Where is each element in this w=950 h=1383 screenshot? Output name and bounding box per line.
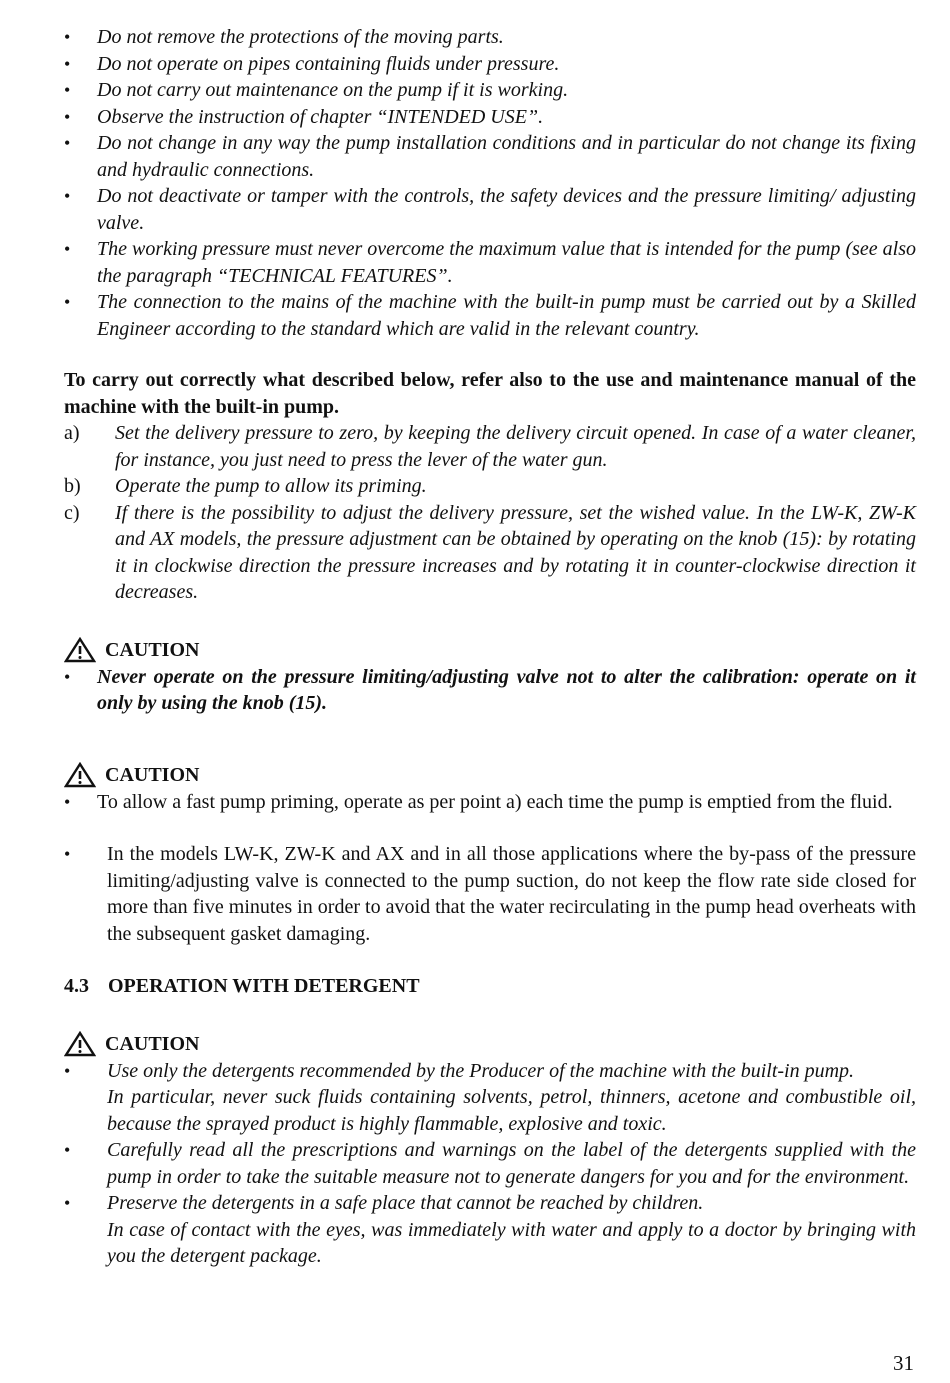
caution-label: CAUTION xyxy=(105,1032,200,1055)
step-item xyxy=(64,500,916,606)
list-item-text: Use only the detergents recommended by the Producer of the machine with the built-in pump. xyxy=(107,1059,855,1082)
bullet-dot-icon: • xyxy=(64,80,71,100)
caution-label: CAUTION xyxy=(105,638,200,661)
bullet-dot-icon: • xyxy=(64,1193,71,1213)
bullet-dot-icon: • xyxy=(64,1060,71,1081)
bullet-dot-icon: • xyxy=(64,106,71,127)
step-marker: c) xyxy=(64,501,80,524)
list-item-text: Preserve the detergents in a safe place that cannot be reached by children. xyxy=(107,1192,704,1214)
list-item-text: Do not deactivate or tamper with the controls, the safety devices and the pressure limiting/ adjusting valve. xyxy=(97,185,916,234)
caution-heading xyxy=(64,636,916,664)
list-item-text: Do not remove the protections of the moving parts. xyxy=(97,26,504,48)
section-heading xyxy=(64,973,916,1000)
step-item xyxy=(64,473,916,500)
bullet-dot-icon: • xyxy=(64,1140,71,1160)
caution-label: CAUTION xyxy=(105,763,200,786)
bullet-dot-icon: • xyxy=(64,844,71,864)
list-item-text: To allow a fast pump priming, operate as per point a) each time the pump is emptied from the fluid. xyxy=(97,790,893,813)
list-item xyxy=(64,104,916,131)
list-item xyxy=(64,24,916,51)
list-item xyxy=(64,1058,916,1138)
list-item-text: Observe the instruction of chapter “INTENDED USE”. xyxy=(97,105,544,128)
caution-1-list xyxy=(64,664,916,717)
list-item-text: The working pressure must never overcome the maximum value that is intended for the pump (see also the paragraph “TECHNICAL FEATURES”. xyxy=(97,238,916,287)
caution-heading xyxy=(64,761,916,789)
steps-list xyxy=(64,420,916,606)
step-marker: b) xyxy=(64,475,81,497)
bullet-dot-icon: • xyxy=(64,292,71,312)
list-item xyxy=(64,130,916,183)
warning-triangle-icon xyxy=(64,637,96,663)
list-item-text: In the models LW-K, ZW-K and AX and in all those applications where the by-pass of the pressure limiting/adjusting valve is connected to the pump suction, do not keep the flow rate side closed for more than five minutes in order to avoid that the water recirculating in the pump head overheats with the subsequent gasket damaging. xyxy=(107,843,916,945)
bullet-dot-icon: • xyxy=(64,791,71,812)
warning-triangle-icon xyxy=(64,1031,96,1057)
list-item xyxy=(64,183,916,236)
list-item xyxy=(64,77,916,104)
intro-paragraph: To carry out correctly what described below, refer also to the use and maintenance manual of the machine with the built-in pump. xyxy=(64,369,916,418)
list-item-text: Do not change in any way the pump installation conditions and in particular do not change its fixing and hydraulic connections. xyxy=(97,132,916,181)
list-item-text: In case of contact with the eyes, was immediately with water and apply to a doctor by bringing with you the detergent package. xyxy=(107,1218,916,1267)
caution-3-list xyxy=(64,1058,916,1270)
step-text: Set the delivery pressure to zero, by keeping the delivery circuit opened. In case of a water cleaner, for instance, you just need to press the lever of the water gun. xyxy=(115,422,916,471)
list-item xyxy=(64,236,916,289)
warning-triangle-icon xyxy=(64,762,96,788)
step-text: Operate the pump to allow its priming. xyxy=(115,475,427,497)
list-item-text: Do not carry out maintenance on the pump if it is working. xyxy=(97,79,569,101)
list-item xyxy=(64,51,916,78)
caution-heading xyxy=(64,1030,916,1058)
list-item xyxy=(64,1190,916,1270)
list-item xyxy=(64,664,916,717)
bullet-dot-icon: • xyxy=(64,27,71,47)
list-item xyxy=(64,289,916,342)
caution-1-text: Never operate on the pressure limiting/adjusting valve not to alter the calibration: operate on it only by using the knob (15). xyxy=(97,665,916,714)
bullet-dot-icon: • xyxy=(64,186,71,206)
section-number: 4.3 xyxy=(64,975,89,997)
list-item-text: In particular, never suck fluids containing solvents, petrol, thinners, acetone and combustible oil, because the sprayed product is highly flammable, explosive and toxic. xyxy=(107,1086,916,1135)
bullet-dot-icon: • xyxy=(64,239,71,259)
step-item xyxy=(64,420,916,473)
safety-bullet-list xyxy=(64,24,916,342)
manual-page xyxy=(64,24,916,1270)
section-title: OPERATION WITH DETERGENT xyxy=(108,975,420,997)
bullet-dot-icon: • xyxy=(64,666,71,687)
bullet-dot-icon: • xyxy=(64,53,71,74)
step-text: If there is the possibility to adjust the delivery pressure, set the wished value. In the LW-K, ZW-K and AX models, the pressure adjustment can be obtained by operating on the knob (15): by rotating it in clockwise direction the pressure increases and by rotating it in counter-clockwise direction it decreases. xyxy=(115,501,916,603)
page-number: 31 xyxy=(893,1351,914,1375)
list-item-text: Do not operate on pipes containing fluids under pressure. xyxy=(97,52,560,75)
list-item-text: The connection to the mains of the machine with the built-in pump must be carried out by a Skilled Engineer according to the standard which are valid in the relevant country. xyxy=(97,291,916,340)
list-item xyxy=(64,789,916,816)
bullet-dot-icon: • xyxy=(64,133,71,153)
list-item xyxy=(64,1137,916,1190)
step-marker: a) xyxy=(64,422,80,444)
list-item-text: Carefully read all the prescriptions and warnings on the label of the detergents supplied with the pump in order to take the suitable measure not to generate dangers for you and for the environment. xyxy=(107,1139,916,1188)
list-item xyxy=(64,841,916,947)
caution-2-list xyxy=(64,789,916,948)
